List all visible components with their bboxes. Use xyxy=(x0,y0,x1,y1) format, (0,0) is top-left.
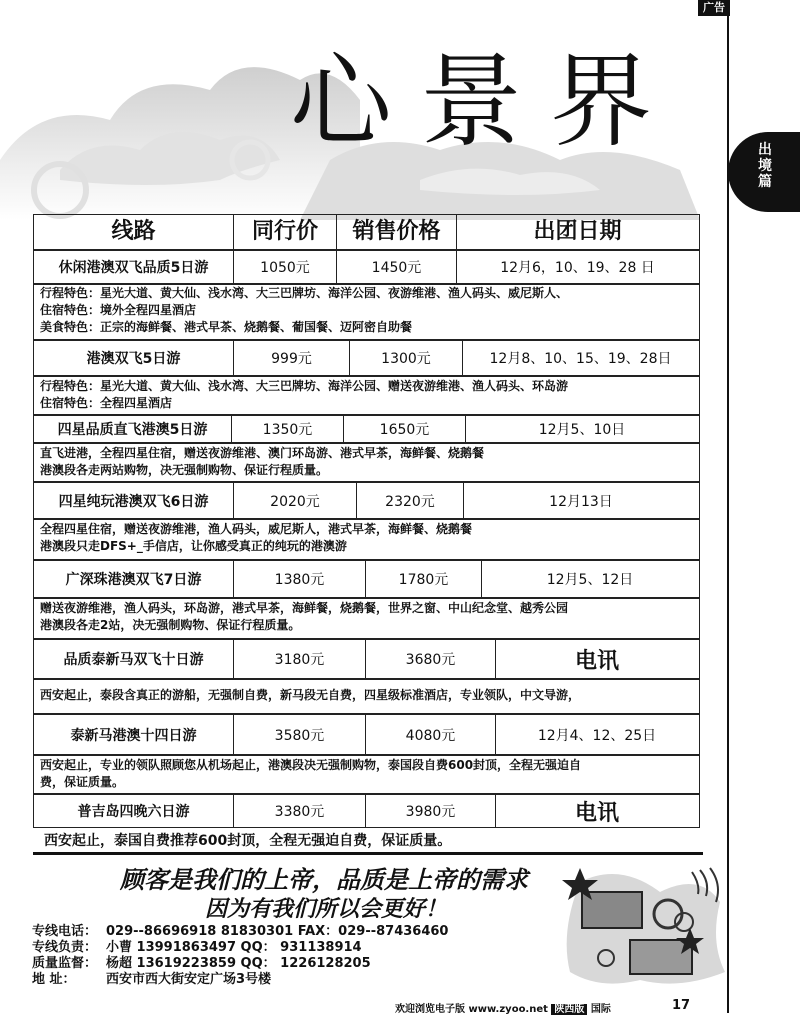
peer-price: 999元 xyxy=(234,341,350,375)
description-line: 美食特色：正宗的海鲜餐、港式早茶、烧鹅餐、葡国餐、迈阿密自助餐 xyxy=(40,320,413,334)
route-description: 西安起止，泰国自费推荐600封顶，全程无强迫自费，保证质量。 xyxy=(44,833,452,849)
section-name: 国际 xyxy=(590,1004,611,1015)
route-description xyxy=(40,378,693,412)
section-tab xyxy=(728,132,800,212)
contact-value: 西安市西大街安定广场3号楼 xyxy=(106,972,272,987)
retail-price: 4080元 xyxy=(366,715,496,754)
peer-price: 2020元 xyxy=(234,483,357,518)
retail-price: 1650元 xyxy=(344,416,466,442)
table-row xyxy=(34,341,699,375)
table-row xyxy=(34,251,699,283)
section-divider xyxy=(33,852,703,855)
table-row xyxy=(34,640,699,678)
route-description xyxy=(40,687,693,704)
table-row xyxy=(34,715,699,754)
contact-address xyxy=(32,968,271,987)
departure-dates: 12月4、12、25日 xyxy=(537,727,657,744)
description-line: 西安起止，泰段含真正的游船，无强制自费，新马段无自费，四星级标准酒店，专业领队，中文导游， xyxy=(40,688,581,702)
retail-price: 2320元 xyxy=(357,483,464,518)
retail-price: 3980元 xyxy=(366,795,496,827)
divider xyxy=(34,442,699,444)
col-header-peer-price: 同行价 xyxy=(234,215,337,249)
retail-price: 3680元 xyxy=(366,640,496,678)
route-table xyxy=(33,214,700,828)
retail-price: 1450元 xyxy=(337,251,457,283)
peer-price: 3580元 xyxy=(234,715,366,754)
col-header-route: 线路 xyxy=(34,215,234,249)
route-description xyxy=(40,600,693,634)
description-line: 直飞进港，全程四星住宿，赠送夜游维港、澳门环岛游、港式早茶，海鲜餐、烧鹅餐 xyxy=(40,446,485,460)
departure-dates: 12月13日 xyxy=(549,493,613,510)
route-description xyxy=(40,285,693,336)
section-tab-label: 出境篇 xyxy=(758,142,772,190)
divider xyxy=(34,597,699,599)
ad-tag: 广告 xyxy=(698,0,730,16)
departure-dates: 电讯 xyxy=(574,648,619,674)
edition-badge: 陕西版 xyxy=(551,1004,587,1015)
description-line: 西安起止，专业的领队照顾您从机场起止，港澳段决无强制购物，泰国段自费600封顶，全程无强迫自 xyxy=(40,758,582,772)
contact-label: 专线电话： xyxy=(32,924,98,939)
contact-value: 杨超 13619223859 QQ： 1226128205 xyxy=(106,956,371,971)
decorative-graphic xyxy=(560,862,728,990)
route-name: 品质泰新马双飞十日游 xyxy=(34,640,234,678)
page-title: 心景界 xyxy=(290,43,680,162)
divider xyxy=(34,678,699,680)
route-name: 四星纯玩港澳双飞6日游 xyxy=(34,483,234,518)
peer-price: 3180元 xyxy=(234,640,366,678)
departure-dates: 12月5、12日 xyxy=(546,572,634,588)
retail-price: 1300元 xyxy=(350,341,463,375)
table-row xyxy=(34,483,699,518)
description-line: 全程四星住宿，赠送夜游维港，渔人码头，威尼斯人，港式早茶，海鲜餐、烧鹅餐 xyxy=(40,522,473,536)
departure-dates: 电讯 xyxy=(574,800,619,826)
footer-text: 欢迎浏览电子版 www.zyoo.net xyxy=(395,1004,548,1015)
retail-price: 1780元 xyxy=(366,561,482,597)
description-line: 行程特色：星光大道、黄大仙、浅水湾、大三巴牌坊、海洋公园、赠送夜游维港、渔人码头、环岛游 xyxy=(40,379,569,393)
route-name: 广深珠港澳双飞7日游 xyxy=(34,561,234,597)
slogan-line-2: 因为有我们所以会更好！ xyxy=(205,897,448,922)
page-number: 17 xyxy=(672,998,691,1013)
contact-label: 质量监督： xyxy=(32,956,98,971)
route-name: 泰新马港澳十四日游 xyxy=(34,715,234,754)
route-description xyxy=(40,445,693,479)
departure-dates: 12月8、10、15、19、28日 xyxy=(489,351,672,367)
contact-value: 029--86696918 81830301 FAX：029--87436460 xyxy=(106,924,449,939)
peer-price: 1350元 xyxy=(232,416,344,442)
contact-label: 地 址： xyxy=(32,972,76,987)
col-header-dates: 出团日期 xyxy=(533,219,622,244)
description-line: 住宿特色：全程四星酒店 xyxy=(40,396,173,410)
peer-price: 1380元 xyxy=(234,561,366,597)
route-name: 普吉岛四晚六日游 xyxy=(34,795,234,827)
description-line: 住宿特色：境外全程四星酒店 xyxy=(40,303,197,317)
table-row xyxy=(34,561,699,597)
table-row xyxy=(34,416,699,442)
table-row xyxy=(34,795,699,827)
divider xyxy=(34,754,699,756)
divider xyxy=(34,375,699,377)
route-name: 四星品质直飞港澳5日游 xyxy=(34,416,232,442)
description-line: 港澳段各走2站，决无强制购物、保证行程质量。 xyxy=(40,618,301,632)
contact-value: 小曹 13991863497 QQ： 931138914 xyxy=(106,940,362,955)
peer-price: 3380元 xyxy=(234,795,366,827)
slogan-line-1: 顾客是我们的上帝，品质是上帝的需求 xyxy=(120,866,528,894)
route-name: 港澳双飞5日游 xyxy=(34,341,234,375)
departure-dates: 12月5、10日 xyxy=(538,422,626,438)
route-name: 休闲港澳双飞品质5日游 xyxy=(34,251,234,283)
divider xyxy=(34,518,699,520)
description-line: 港澳段各走两站购物，决无强制购物、保证行程质量。 xyxy=(40,463,329,477)
description-line: 赠送夜游维港，渔人码头，环岛游，港式早茶，海鲜餐，烧鹅餐，世界之窗、中山纪念堂、越秀公园 xyxy=(40,601,569,615)
col-header-retail-price: 销售价格 xyxy=(337,215,457,249)
description-line: 费，保证质量。 xyxy=(40,775,125,789)
peer-price: 1050元 xyxy=(234,251,337,283)
route-description xyxy=(40,521,693,555)
contact-label: 专线负责： xyxy=(32,940,98,955)
description-line: 港澳段只走DFS+_手信店，让你感受真正的纯玩的港澳游 xyxy=(40,539,347,553)
route-description xyxy=(40,757,693,791)
description-line: 行程特色：星光大道、黄大仙、浅水湾、大三巴牌坊、海洋公园、夜游维港、渔人码头、威尼斯人、 xyxy=(40,286,569,300)
departure-dates: 12月6，10、19、28 日 xyxy=(500,260,655,276)
